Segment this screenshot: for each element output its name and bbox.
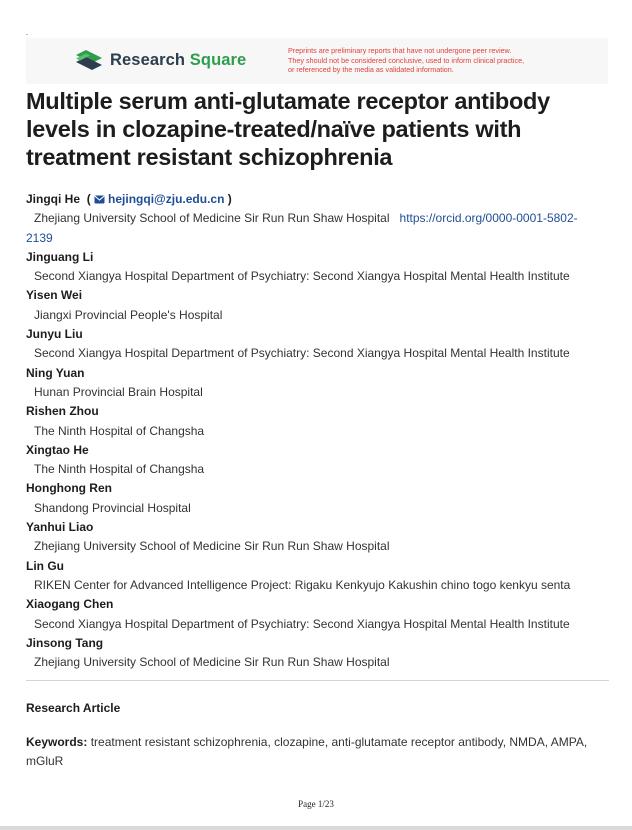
page-number: Page 1/23 xyxy=(298,799,334,809)
keywords-text: treatment resistant schizophrenia, clozapine, anti-glutamate receptor antibody, NMDA, AMPA, mGluR xyxy=(26,735,588,768)
disclaimer-line: or referenced by the media as validated information. xyxy=(288,65,454,75)
author-email-text: hejingqi@zju.edu.cn xyxy=(108,192,225,206)
author-affiliation: Second Xiangya Hospital Department of Psychiatry: Second Xiangya Hospital Mental Health Institute xyxy=(34,269,570,284)
author-affiliation: Zhejiang University School of Medicine Sir Run Run Shaw Hospital xyxy=(34,539,390,554)
section-divider xyxy=(26,680,609,681)
author-name: Junyu Liu xyxy=(26,327,83,342)
author-affiliation: Zhejiang University School of Medicine Sir Run Run Shaw Hospital xyxy=(34,655,390,670)
author-name: Honghong Ren xyxy=(26,481,112,496)
author-affiliation: Shandong Provincial Hospital xyxy=(34,500,191,515)
orcid-link[interactable]: https://orcid.org/0000-0001-5802- xyxy=(399,211,578,226)
author-name: Xingtao He xyxy=(26,442,89,457)
envelope-icon xyxy=(94,195,105,204)
paper-title: Multiple serum anti-glutamate receptor antibody levels in clozapine-treated/naïve patients with treatment resistant schizophrenia xyxy=(26,88,550,170)
author-affiliation: RIKEN Center for Advanced Intelligence Project: Rigaku Kenkyujo Kakushin chino togo kenkyu senta xyxy=(34,577,571,592)
author-affiliation: Jiangxi Provincial People's Hospital xyxy=(34,307,223,322)
author-affiliation: The Ninth Hospital of Changsha xyxy=(34,423,205,438)
affiliation-text: Zhejiang University School of Medicine Sir Run Run Shaw Hospital xyxy=(34,211,390,226)
author-name: Rishen Zhou xyxy=(26,404,99,419)
brand-name-part1: Research xyxy=(110,50,186,69)
author-email-link[interactable] xyxy=(94,192,224,206)
corner-mark xyxy=(26,34,28,35)
research-square-logo-icon xyxy=(74,49,104,71)
brand-name xyxy=(110,51,246,70)
author-affiliation: Second Xiangya Hospital Department of Psychiatry: Second Xiangya Hospital Mental Health Institute xyxy=(34,346,570,361)
author-affiliation xyxy=(26,209,611,248)
disclaimer-line: They should not be considered conclusive, used to inform clinical practice, xyxy=(288,55,525,65)
author-affiliation: The Ninth Hospital of Changsha xyxy=(34,462,205,477)
author-list xyxy=(26,190,611,672)
page-bottom-edge xyxy=(0,826,632,830)
author-affiliation: Second Xiangya Hospital Department of Psychiatry: Second Xiangya Hospital Mental Health Institute xyxy=(34,616,570,631)
research-square-banner xyxy=(26,38,608,84)
preprint-disclaimer xyxy=(288,46,588,75)
brand-name-part2: Square xyxy=(189,50,247,69)
author-name xyxy=(26,190,611,209)
author-name-text: Jingqi He xyxy=(26,192,81,206)
keywords xyxy=(26,733,606,771)
author-name: Lin Gu xyxy=(26,558,64,573)
keywords-label: Keywords: xyxy=(26,735,88,749)
research-square-logo[interactable] xyxy=(74,49,246,71)
author-name: Ning Yuan xyxy=(26,365,85,380)
email-paren-close: ) xyxy=(227,192,232,206)
email-paren-open: ( xyxy=(83,192,91,206)
author-name: Xiaogang Chen xyxy=(26,597,114,612)
article-type: Research Article xyxy=(26,701,121,715)
disclaimer-line: Preprints are preliminary reports that have not undergone peer review. xyxy=(288,46,512,55)
author-name: Jinguang Li xyxy=(26,249,94,264)
affiliation-line xyxy=(26,209,611,228)
orcid-link-continued[interactable]: 2139 xyxy=(26,230,53,245)
author-name: Yanhui Liao xyxy=(26,520,94,535)
author-affiliation: Hunan Provincial Brain Hospital xyxy=(34,384,203,399)
author-name: Jinsong Tang xyxy=(26,635,104,650)
author-name: Yisen Wei xyxy=(26,288,83,303)
